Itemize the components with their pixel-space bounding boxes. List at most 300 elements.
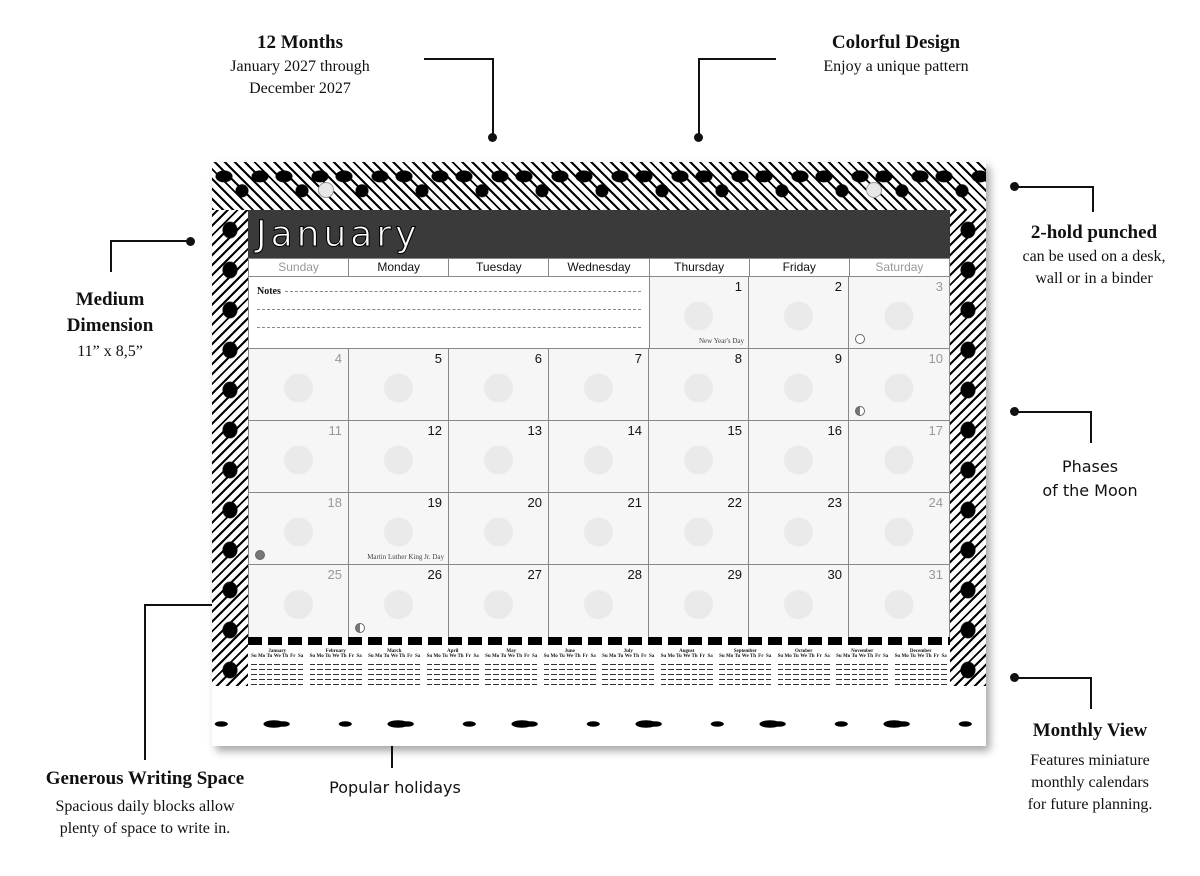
day-cell[interactable] bbox=[849, 493, 949, 565]
mini-calendar bbox=[307, 649, 366, 702]
mini-day bbox=[883, 680, 889, 685]
day-number: 13 bbox=[527, 423, 542, 438]
day-cell[interactable] bbox=[249, 493, 349, 565]
day-cell[interactable] bbox=[749, 277, 849, 349]
mini-day bbox=[590, 680, 596, 685]
mini-week-row bbox=[835, 680, 890, 685]
mini-day bbox=[641, 680, 647, 685]
day-cell[interactable] bbox=[349, 493, 449, 565]
month-grid bbox=[248, 258, 950, 637]
mini-calendar-title: January bbox=[268, 649, 287, 654]
mini-weekday: We bbox=[917, 654, 925, 659]
mini-calendar-title: December bbox=[909, 649, 932, 654]
mini-day bbox=[668, 680, 674, 685]
mini-weekday: Sa bbox=[824, 654, 830, 659]
mini-weekday: Su bbox=[836, 654, 842, 659]
mini-weekday: We bbox=[741, 654, 749, 659]
callout-12-months bbox=[200, 30, 400, 100]
day-cell[interactable] bbox=[849, 421, 949, 493]
mini-weekday: Su bbox=[894, 654, 901, 659]
callout-colorful-design bbox=[796, 30, 996, 78]
day-number: 6 bbox=[534, 351, 542, 366]
mini-calendar bbox=[892, 649, 951, 702]
day-number: 14 bbox=[627, 423, 642, 438]
mini-day bbox=[415, 680, 421, 685]
mini-day bbox=[458, 680, 464, 685]
callout-text: Phases bbox=[1061, 457, 1119, 476]
mini-weekday: We bbox=[332, 654, 340, 659]
mini-day bbox=[442, 680, 448, 685]
holiday-label: New Year's Day bbox=[698, 337, 744, 345]
mini-weekday: Tu bbox=[793, 654, 799, 659]
leader-dot bbox=[488, 133, 497, 142]
mini-weekday: Tu bbox=[383, 654, 390, 659]
callout-monthly-view bbox=[990, 718, 1190, 816]
mini-day bbox=[407, 680, 413, 685]
day-number: 31 bbox=[928, 567, 943, 582]
day-cell[interactable] bbox=[649, 565, 749, 637]
callout-text: January 2027 through bbox=[230, 58, 370, 75]
callout-text: plenty of space to write in. bbox=[59, 820, 231, 837]
day-cell[interactable] bbox=[649, 493, 749, 565]
mini-weekday: Sa bbox=[473, 654, 479, 659]
mini-day bbox=[582, 680, 588, 685]
mini-day bbox=[699, 680, 705, 685]
mini-weekday: Su bbox=[719, 654, 725, 659]
day-number: 8 bbox=[734, 351, 742, 366]
weekday-label: Wednesday bbox=[549, 259, 649, 276]
mini-calendar-title: October bbox=[795, 649, 813, 654]
mini-day bbox=[895, 680, 901, 685]
mini-day bbox=[719, 680, 725, 685]
day-number: 1 bbox=[734, 279, 742, 294]
mini-weekday: Th bbox=[574, 654, 581, 659]
mini-calendar-title: May bbox=[506, 649, 517, 654]
mini-day bbox=[251, 680, 257, 685]
mini-day bbox=[575, 680, 581, 685]
mini-day bbox=[758, 680, 764, 685]
mini-weekday: Th bbox=[515, 654, 523, 659]
mini-day bbox=[684, 680, 690, 685]
day-cell[interactable] bbox=[349, 565, 449, 637]
mini-day bbox=[399, 680, 405, 685]
mini-day bbox=[649, 680, 655, 685]
day-cell[interactable] bbox=[249, 349, 349, 421]
mini-day bbox=[341, 680, 347, 685]
mini-day bbox=[493, 680, 499, 685]
mini-weekday: Mo bbox=[667, 654, 675, 659]
day-number: 21 bbox=[627, 495, 642, 510]
mini-day bbox=[259, 680, 265, 685]
day-cell[interactable] bbox=[449, 565, 549, 637]
moon-phase-icon bbox=[855, 334, 865, 344]
damask-border-bottom bbox=[212, 702, 986, 746]
mini-week-row bbox=[367, 680, 422, 685]
mini-day bbox=[824, 680, 830, 685]
mini-day bbox=[785, 680, 791, 685]
decorative-arrow-band bbox=[248, 637, 950, 645]
mini-day bbox=[910, 680, 916, 685]
day-cell[interactable] bbox=[749, 565, 849, 637]
day-number: 16 bbox=[827, 423, 842, 438]
mini-week-row bbox=[309, 680, 364, 685]
callout-moon-phases bbox=[1020, 455, 1160, 503]
punch-hole-right bbox=[866, 182, 882, 198]
mini-weekday: Sa bbox=[765, 654, 772, 659]
mini-day bbox=[793, 680, 799, 685]
mini-weekday: Mo bbox=[258, 654, 266, 659]
mini-day bbox=[317, 680, 323, 685]
leader-line bbox=[110, 240, 112, 272]
callout-holidays bbox=[300, 776, 490, 800]
day-number: 19 bbox=[427, 495, 442, 510]
mini-calendar bbox=[775, 649, 834, 702]
mini-weekday: We bbox=[566, 654, 574, 659]
day-cell[interactable] bbox=[449, 349, 549, 421]
leader-line bbox=[1090, 677, 1092, 709]
mini-weekday: We bbox=[507, 654, 515, 659]
mini-weekday: We bbox=[624, 654, 632, 659]
mini-weekday: Mo bbox=[784, 654, 792, 659]
mini-weekday: Su bbox=[777, 654, 784, 659]
moon-phase-icon bbox=[355, 623, 365, 633]
mini-day bbox=[852, 680, 858, 685]
mini-weekday: Th bbox=[866, 654, 874, 659]
callout-text: Popular holidays bbox=[329, 778, 461, 797]
mini-day bbox=[485, 680, 491, 685]
mini-weekday: Su bbox=[485, 654, 491, 659]
mini-calendar bbox=[599, 649, 658, 702]
mini-day bbox=[618, 680, 624, 685]
mini-day bbox=[867, 680, 873, 685]
day-number: 18 bbox=[327, 495, 342, 510]
day-cell[interactable] bbox=[549, 493, 649, 565]
day-cell[interactable] bbox=[349, 421, 449, 493]
mini-weekday: Fr bbox=[524, 654, 530, 659]
callout-title: 12 Months bbox=[256, 32, 344, 53]
mini-weekday: Th bbox=[398, 654, 406, 659]
mini-day bbox=[551, 680, 557, 685]
mini-calendar bbox=[248, 649, 307, 702]
mini-day bbox=[602, 680, 608, 685]
mini-day bbox=[727, 680, 733, 685]
day-number: 24 bbox=[928, 495, 943, 510]
mini-weekday: We bbox=[800, 654, 808, 659]
mini-day bbox=[778, 680, 784, 685]
callout-text: Features miniature bbox=[1030, 752, 1150, 769]
mini-weekday: We bbox=[683, 654, 691, 659]
mini-weekday: Tu bbox=[910, 654, 916, 659]
mini-weekday: Fr bbox=[816, 654, 822, 659]
mini-day bbox=[844, 680, 850, 685]
leader-line bbox=[1014, 411, 1092, 413]
leader-line bbox=[1014, 186, 1094, 188]
day-cell[interactable] bbox=[249, 421, 349, 493]
mini-calendar-title: November bbox=[851, 649, 874, 654]
mini-calendar-title: February bbox=[325, 649, 346, 654]
mini-day bbox=[544, 680, 550, 685]
day-cell[interactable] bbox=[649, 349, 749, 421]
mini-day bbox=[508, 680, 514, 685]
mini-weekday: Th bbox=[281, 654, 289, 659]
mini-week-row bbox=[484, 680, 539, 685]
mini-week-row bbox=[543, 680, 598, 685]
mini-weekday: Tu bbox=[617, 654, 624, 659]
notes-label: Notes bbox=[257, 286, 281, 297]
calendar-sheet bbox=[212, 162, 986, 746]
day-cell[interactable] bbox=[849, 277, 949, 349]
mini-weekday: Su bbox=[309, 654, 316, 659]
mini-day bbox=[434, 680, 440, 685]
mini-day bbox=[384, 680, 390, 685]
mini-weekday: Mo bbox=[316, 654, 324, 659]
day-number: 28 bbox=[627, 567, 642, 582]
mini-day bbox=[282, 680, 288, 685]
mini-calendar bbox=[424, 649, 483, 702]
mini-day bbox=[875, 680, 881, 685]
mini-calendars bbox=[248, 649, 950, 702]
day-cell[interactable] bbox=[849, 349, 949, 421]
day-number: 17 bbox=[928, 423, 943, 438]
day-cell[interactable] bbox=[649, 277, 749, 349]
mini-week-row bbox=[894, 680, 949, 685]
damask-border-left bbox=[212, 210, 248, 686]
mini-calendar-title: September bbox=[733, 649, 757, 654]
day-cell[interactable] bbox=[749, 493, 849, 565]
mini-calendar bbox=[658, 649, 717, 702]
weekday-label: Saturday bbox=[875, 260, 924, 274]
mini-weekday: Su bbox=[426, 654, 433, 659]
mini-day bbox=[766, 680, 772, 685]
notes-area bbox=[249, 277, 650, 349]
mini-weekday: Th bbox=[749, 654, 757, 659]
day-cell[interactable] bbox=[549, 421, 649, 493]
mini-day bbox=[859, 680, 865, 685]
day-cell[interactable] bbox=[849, 565, 949, 637]
mini-day bbox=[274, 680, 280, 685]
mini-weekday: Fr bbox=[465, 654, 471, 659]
day-cell[interactable] bbox=[649, 421, 749, 493]
callout-hole-punched bbox=[994, 220, 1194, 290]
mini-weekday: Fr bbox=[699, 654, 705, 659]
mini-day bbox=[391, 680, 397, 685]
mini-weekday: We bbox=[858, 654, 866, 659]
mini-weekday: We bbox=[273, 654, 281, 659]
mini-calendar-title: June bbox=[564, 649, 575, 654]
mini-day bbox=[298, 680, 304, 685]
day-number: 15 bbox=[727, 423, 742, 438]
mini-weekday: Th bbox=[925, 654, 932, 659]
mini-day bbox=[532, 680, 538, 685]
mini-day bbox=[290, 680, 296, 685]
mini-day bbox=[333, 680, 339, 685]
day-number: 3 bbox=[935, 279, 943, 294]
day-number: 25 bbox=[327, 567, 342, 582]
mini-weekday: Mo bbox=[609, 654, 617, 659]
callout-text: can be used on a desk, bbox=[1022, 248, 1166, 265]
callout-title: Medium bbox=[75, 289, 145, 310]
mini-day bbox=[633, 680, 639, 685]
note-line bbox=[257, 327, 641, 328]
day-number: 9 bbox=[834, 351, 842, 366]
mini-day bbox=[348, 680, 354, 685]
mini-day bbox=[750, 680, 756, 685]
mini-day bbox=[567, 680, 573, 685]
mini-day bbox=[742, 680, 748, 685]
mini-day bbox=[516, 680, 522, 685]
callout-title: Colorful Design bbox=[831, 32, 961, 53]
callout-text: Enjoy a unique pattern bbox=[823, 58, 969, 75]
callout-text: wall or in a binder bbox=[1035, 270, 1153, 287]
mini-weekday: Tu bbox=[500, 654, 507, 659]
moon-phase-icon bbox=[855, 406, 865, 416]
mini-day bbox=[368, 680, 374, 685]
day-cell[interactable] bbox=[449, 493, 549, 565]
weekday-label: Monday bbox=[349, 259, 449, 276]
holiday-label: Martin Luther King Jr. Day bbox=[367, 553, 444, 561]
day-cell[interactable] bbox=[349, 349, 449, 421]
mini-weekday: Mo bbox=[492, 654, 500, 659]
day-number: 2 bbox=[834, 279, 842, 294]
day-cell[interactable] bbox=[249, 565, 349, 637]
mini-week-row bbox=[426, 680, 481, 685]
leader-line bbox=[424, 58, 494, 60]
leader-line bbox=[1092, 186, 1094, 212]
day-number: 7 bbox=[634, 351, 642, 366]
mini-weekday: Su bbox=[543, 654, 550, 659]
mini-weekday: Su bbox=[660, 654, 667, 659]
mini-week-row bbox=[777, 680, 832, 685]
mini-weekday: We bbox=[449, 654, 457, 659]
mini-day bbox=[692, 680, 698, 685]
mini-day bbox=[267, 680, 273, 685]
mini-weekday: Sa bbox=[648, 654, 655, 659]
month-header bbox=[248, 210, 950, 258]
mini-weekday: Fr bbox=[641, 654, 647, 659]
callout-text: for future planning. bbox=[1027, 796, 1153, 813]
callout-title: 2-hold punched bbox=[1030, 222, 1158, 243]
mini-weekday: Tu bbox=[851, 654, 858, 659]
mini-weekday: Sa bbox=[707, 654, 713, 659]
mini-day bbox=[676, 680, 682, 685]
mini-weekday: Fr bbox=[290, 654, 296, 659]
mini-weekday: Sa bbox=[590, 654, 596, 659]
mini-weekday: Fr bbox=[348, 654, 354, 659]
mini-weekday: Tu bbox=[266, 654, 273, 659]
mini-calendar bbox=[541, 649, 600, 702]
mini-calendar-title: August bbox=[679, 649, 695, 654]
callout-text: 11” x 8,5” bbox=[77, 343, 143, 360]
mini-weekday: Tu bbox=[734, 654, 741, 659]
damask-border-right bbox=[950, 210, 986, 686]
mini-day bbox=[465, 680, 471, 685]
weekday-label: Thursday bbox=[650, 259, 750, 276]
mini-week-row bbox=[250, 680, 305, 685]
mini-weekday: Mo bbox=[375, 654, 383, 659]
day-cell[interactable] bbox=[449, 421, 549, 493]
mini-calendar bbox=[365, 649, 424, 702]
mini-calendar bbox=[833, 649, 892, 702]
mini-weekday: Tu bbox=[442, 654, 448, 659]
day-cell[interactable] bbox=[549, 349, 649, 421]
mini-day bbox=[816, 680, 822, 685]
callout-text: monthly calendars bbox=[1031, 774, 1149, 791]
mini-calendar bbox=[482, 649, 541, 702]
day-number: 4 bbox=[334, 351, 342, 366]
weekday-label: Sunday bbox=[249, 259, 349, 276]
mini-weekday: We bbox=[390, 654, 398, 659]
mini-weekday: Sa bbox=[941, 654, 947, 659]
mini-week-row bbox=[718, 680, 773, 685]
mini-weekday: Mo bbox=[726, 654, 734, 659]
mini-weekday: Tu bbox=[325, 654, 331, 659]
leader-line bbox=[492, 58, 494, 136]
mini-weekday: Su bbox=[251, 654, 257, 659]
moon-phase-icon bbox=[255, 550, 265, 560]
day-number: 5 bbox=[434, 351, 442, 366]
mini-day bbox=[661, 680, 667, 685]
mini-weekday: Fr bbox=[758, 654, 764, 659]
mini-weekday: Th bbox=[457, 654, 464, 659]
mini-day bbox=[918, 680, 924, 685]
leader-line bbox=[144, 604, 146, 760]
mini-week-row bbox=[601, 680, 656, 685]
leader-line bbox=[698, 58, 700, 136]
day-number: 11 bbox=[328, 423, 342, 438]
callout-title: Generous Writing Space bbox=[45, 768, 245, 789]
mini-day bbox=[707, 680, 713, 685]
day-number: 22 bbox=[727, 495, 742, 510]
note-line bbox=[285, 291, 641, 292]
leader-line bbox=[110, 240, 190, 242]
mini-calendar-title: July bbox=[623, 649, 633, 654]
callout-text: Spacious daily blocks allow bbox=[55, 798, 235, 815]
mini-calendar bbox=[716, 649, 775, 702]
mini-day bbox=[941, 680, 947, 685]
callout-writing-space bbox=[10, 766, 280, 840]
day-number: 10 bbox=[928, 351, 943, 366]
mini-weekday: Fr bbox=[582, 654, 588, 659]
day-cell[interactable] bbox=[549, 565, 649, 637]
mini-weekday: Th bbox=[340, 654, 347, 659]
mini-day bbox=[524, 680, 530, 685]
mini-weekday: Th bbox=[632, 654, 640, 659]
mini-weekday: Th bbox=[808, 654, 815, 659]
note-line bbox=[257, 309, 641, 310]
mini-weekday: Mo bbox=[433, 654, 441, 659]
day-cell[interactable] bbox=[749, 421, 849, 493]
weekday-label: Friday bbox=[750, 259, 850, 276]
day-cell[interactable] bbox=[749, 349, 849, 421]
mini-day bbox=[926, 680, 932, 685]
mini-weekday: Tu bbox=[559, 654, 565, 659]
callout-text: of the Moon bbox=[1042, 481, 1138, 500]
mini-day bbox=[625, 680, 631, 685]
mini-day bbox=[836, 680, 842, 685]
mini-day bbox=[325, 680, 331, 685]
mini-weekday: Sa bbox=[356, 654, 362, 659]
punch-hole-left bbox=[318, 182, 334, 198]
mini-day bbox=[902, 680, 908, 685]
mini-day bbox=[933, 680, 939, 685]
mini-day bbox=[801, 680, 807, 685]
mini-day bbox=[501, 680, 507, 685]
month-title: January bbox=[256, 214, 421, 255]
mini-weekday: Th bbox=[691, 654, 698, 659]
mini-calendar-title: April bbox=[447, 649, 459, 654]
leader-line bbox=[698, 58, 776, 60]
mini-weekday: Mo bbox=[550, 654, 558, 659]
